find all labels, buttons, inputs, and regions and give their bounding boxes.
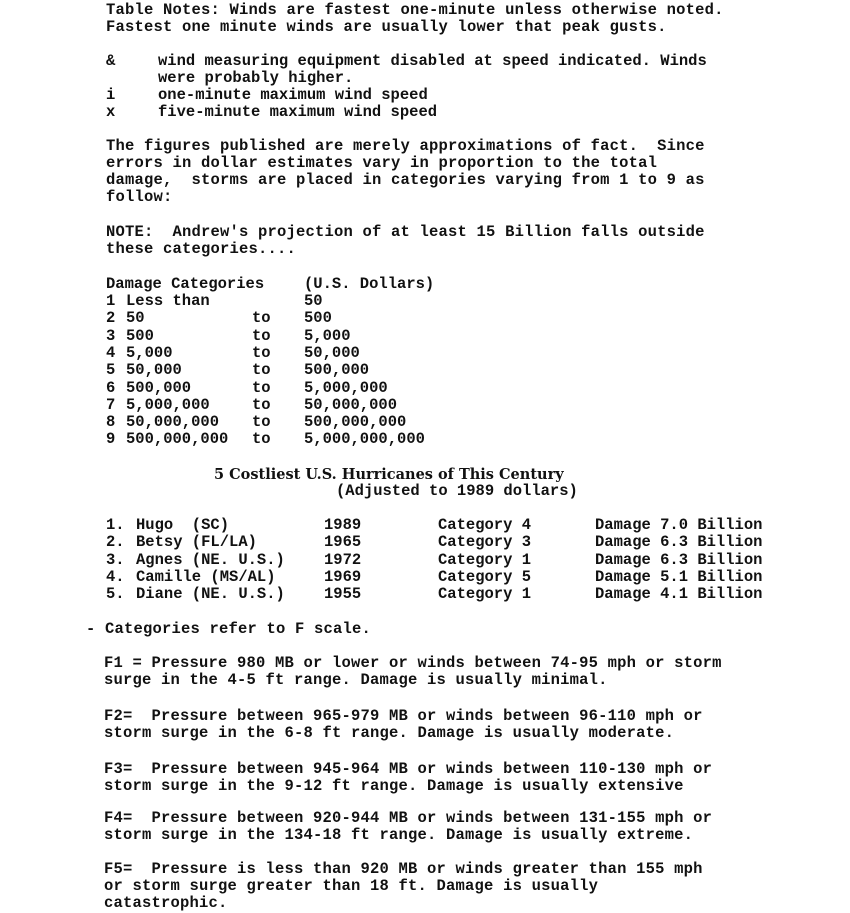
hurricane-damage: Damage 6.3 Billion: [595, 550, 763, 569]
f-scale-entry-line: F5= Pressure is less than 920 MB or winds greater than 155 mph: [104, 860, 703, 878]
legend-symbol: x: [106, 103, 116, 121]
damage-row-high: 500: [304, 309, 332, 328]
damage-row-number: 8: [106, 413, 116, 432]
hurricane-category: Category 3: [438, 533, 532, 552]
damage-header-left: Damage Categories: [106, 275, 265, 293]
damage-row-low: 5,000,000: [126, 395, 210, 414]
hurricane-rank: 4.: [106, 567, 125, 586]
costliest-subtitle: (Adjusted to 1989 dollars): [336, 482, 578, 500]
damage-row-number: 5: [106, 361, 116, 380]
damage-row-to: to: [252, 413, 271, 432]
damage-row-high: 5,000,000: [304, 378, 388, 397]
damage-row-high: 5,000,000,000: [304, 430, 425, 449]
damage-row-number: 7: [106, 395, 116, 414]
hurricane-rank: 3.: [106, 550, 125, 569]
f-scale-entry-line: surge in the 4-5 ft range. Damage is usually minimal.: [104, 671, 608, 689]
hurricane-year: 1969: [324, 567, 362, 586]
hurricane-name: Diane (NE. U.S.): [136, 585, 285, 604]
damage-row-low: 500,000: [126, 378, 192, 397]
damage-row-to: to: [252, 430, 271, 449]
scale-intro: - Categories refer to F scale.: [86, 620, 372, 638]
hurricane-name: Camille (MS/AL): [136, 567, 276, 586]
hurricane-damage: Damage 4.1 Billion: [595, 585, 763, 604]
f-scale-entry-line: storm surge in the 6-8 ft range. Damage is usually moderate.: [104, 724, 675, 742]
f-scale-entry-line: F2= Pressure between 965-979 MB or winds between 96-110 mph or: [104, 707, 703, 725]
damage-row-number: 2: [106, 309, 116, 328]
damage-row-number: 3: [106, 326, 116, 345]
f-scale-entry-line: storm surge in the 134-18 ft range. Damage is usually extreme.: [104, 826, 694, 844]
damage-row-number: 6: [106, 378, 116, 397]
damage-row-high: 50,000: [304, 343, 360, 362]
damage-row-to: to: [252, 378, 271, 397]
damage-row-low: 50: [126, 309, 145, 328]
hurricane-name: Hugo (SC): [136, 516, 230, 534]
f-scale-entry-line: F3= Pressure between 945-964 MB or winds between 110-130 mph or: [104, 760, 713, 778]
legend-text: one-minute maximum wind speed: [158, 86, 428, 104]
legend-symbol: &: [106, 52, 116, 70]
costliest-title: 5 Costliest U.S. Hurricanes of This Century: [214, 466, 564, 483]
note-line-2: these categories....: [106, 240, 297, 258]
hurricane-rank: 5.: [106, 585, 125, 604]
approx-line-2: errors in dollar estimates vary in proportion to the total: [106, 154, 658, 172]
legend-text: wind measuring equipment disabled at speed indicated. Winds: [158, 52, 707, 70]
hurricane-rank: 1.: [106, 516, 125, 534]
legend-symbol: i: [106, 86, 116, 104]
hurricane-name: Agnes (NE. U.S.): [136, 550, 285, 569]
f-scale-entry-line: F4= Pressure between 920-944 MB or winds between 131-155 mph or: [104, 809, 713, 827]
damage-row-number: 9: [106, 430, 116, 449]
note-line-1: NOTE: Andrew's projection of at least 15 Billion falls outside: [106, 223, 705, 241]
hurricane-name: Betsy (FL/LA): [136, 533, 257, 552]
damage-row-to: to: [252, 326, 271, 345]
damage-row-to: to: [252, 395, 271, 414]
hurricane-category: Category 1: [438, 550, 532, 569]
damage-header-right: (U.S. Dollars): [304, 275, 435, 293]
hurricane-damage: Damage 7.0 Billion: [595, 516, 763, 534]
hurricane-year: 1972: [324, 550, 362, 569]
table-notes-line-1: Table Notes: Winds are fastest one-minute unless otherwise noted.: [106, 1, 724, 19]
hurricane-damage: Damage 6.3 Billion: [595, 533, 763, 552]
approx-line-4: follow:: [106, 188, 173, 206]
damage-row-to: to: [252, 309, 271, 328]
damage-row-high: 50: [304, 292, 323, 310]
hurricane-damage: Damage 5.1 Billion: [595, 567, 763, 586]
f-scale-entry-line: storm surge in the 9-12 ft range. Damage is usually extensive: [104, 777, 684, 795]
damage-row-to: to: [252, 361, 271, 380]
damage-row-low: 500,000,000: [126, 430, 229, 449]
f-scale-entry-line: or storm surge greater than 18 ft. Damage is usually: [104, 877, 599, 895]
damage-row-low: 500: [126, 326, 154, 345]
damage-row-high: 500,000: [304, 361, 370, 380]
damage-row-high: 5,000: [304, 326, 351, 345]
table-notes-line-2: Fastest one minute winds are usually lower that peak gusts.: [106, 18, 667, 36]
damage-row-low: 50,000,000: [126, 413, 220, 432]
damage-row-to: to: [252, 343, 271, 362]
damage-row-low: Less than: [126, 292, 210, 310]
hurricane-year: 1989: [324, 516, 362, 534]
legend-text: were probably higher.: [158, 69, 354, 87]
hurricane-category: Category 4: [438, 516, 532, 534]
f-scale-entry-line: catastrophic.: [104, 894, 228, 912]
damage-row-number: 1: [106, 292, 116, 310]
damage-row-low: 5,000: [126, 343, 173, 362]
approx-line-1: The figures published are merely approximations of fact. Since: [106, 137, 705, 155]
hurricane-year: 1965: [324, 533, 362, 552]
hurricane-year: 1955: [324, 585, 362, 604]
hurricane-rank: 2.: [106, 533, 125, 552]
damage-row-number: 4: [106, 343, 116, 362]
damage-row-high: 50,000,000: [304, 395, 398, 414]
approx-line-3: damage, storms are placed in categories varying from 1 to 9 as: [106, 171, 705, 189]
hurricane-category: Category 1: [438, 585, 532, 604]
damage-row-low: 50,000: [126, 361, 182, 380]
hurricane-category: Category 5: [438, 567, 532, 586]
damage-row-high: 500,000,000: [304, 413, 407, 432]
f-scale-entry-line: F1 = Pressure 980 MB or lower or winds between 74-95 mph or storm: [104, 654, 722, 672]
legend-text: five-minute maximum wind speed: [158, 103, 438, 121]
